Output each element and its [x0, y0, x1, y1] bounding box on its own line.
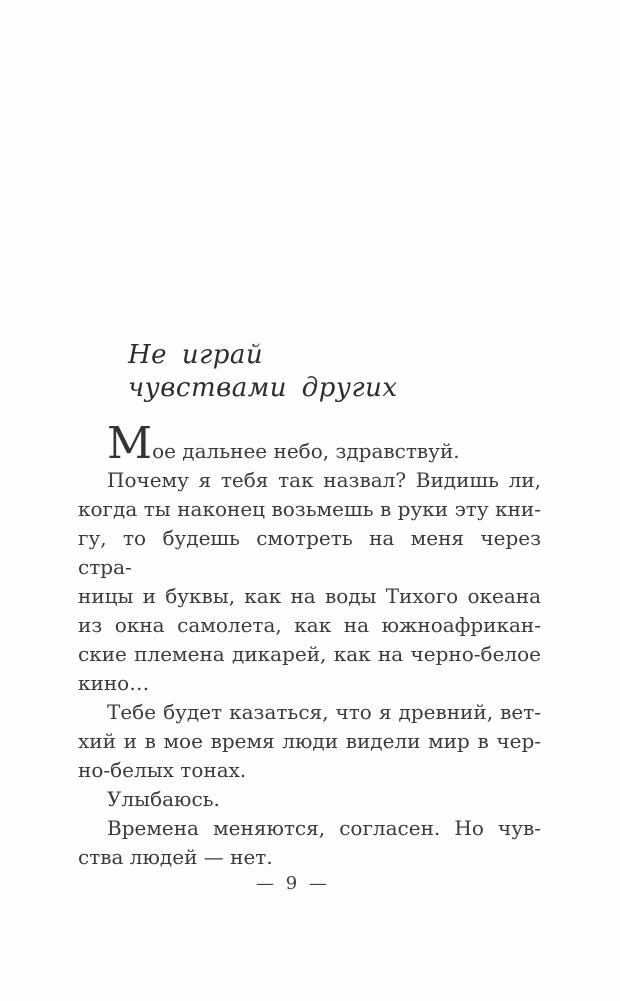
text-line: Мое дальнее небо, здравствуй. [107, 418, 460, 469]
text-line: из окна самолета, как на южноафрикан- [78, 613, 541, 637]
text-line: но-белых тонах. [78, 758, 247, 782]
text-line: ские племена дикарей, как на черно-белое [78, 642, 541, 666]
text-line: кино… [78, 671, 150, 695]
chapter-title [128, 339, 398, 405]
text-line: хий и в мое время люди видели мир в чер- [78, 729, 541, 753]
drop-cap: М [107, 418, 153, 469]
text-line: ницы и буквы, как на воды Тихого океана [78, 584, 541, 608]
chapter-title-line-1: Не играй [128, 340, 264, 370]
text-line: Почему я тебя так назвал? Видишь ли, [107, 468, 541, 492]
chapter-title-line-2: чувствами других [128, 373, 398, 403]
page-number: — 9 — [256, 873, 330, 894]
text-line: Тебе будет казаться, что я древний, вет- [107, 700, 541, 724]
text-line: гу, то будешь смотреть на меня через стра- [78, 526, 541, 579]
text-line: когда ты наконец возьмешь в руки эту кни- [78, 497, 541, 521]
body-text [78, 418, 541, 872]
text-line: ства людей — нет. [78, 845, 273, 869]
text-line: Времена меняются, согласен. Но чув- [107, 816, 541, 840]
text-line: Улыбаюсь. [107, 787, 220, 811]
